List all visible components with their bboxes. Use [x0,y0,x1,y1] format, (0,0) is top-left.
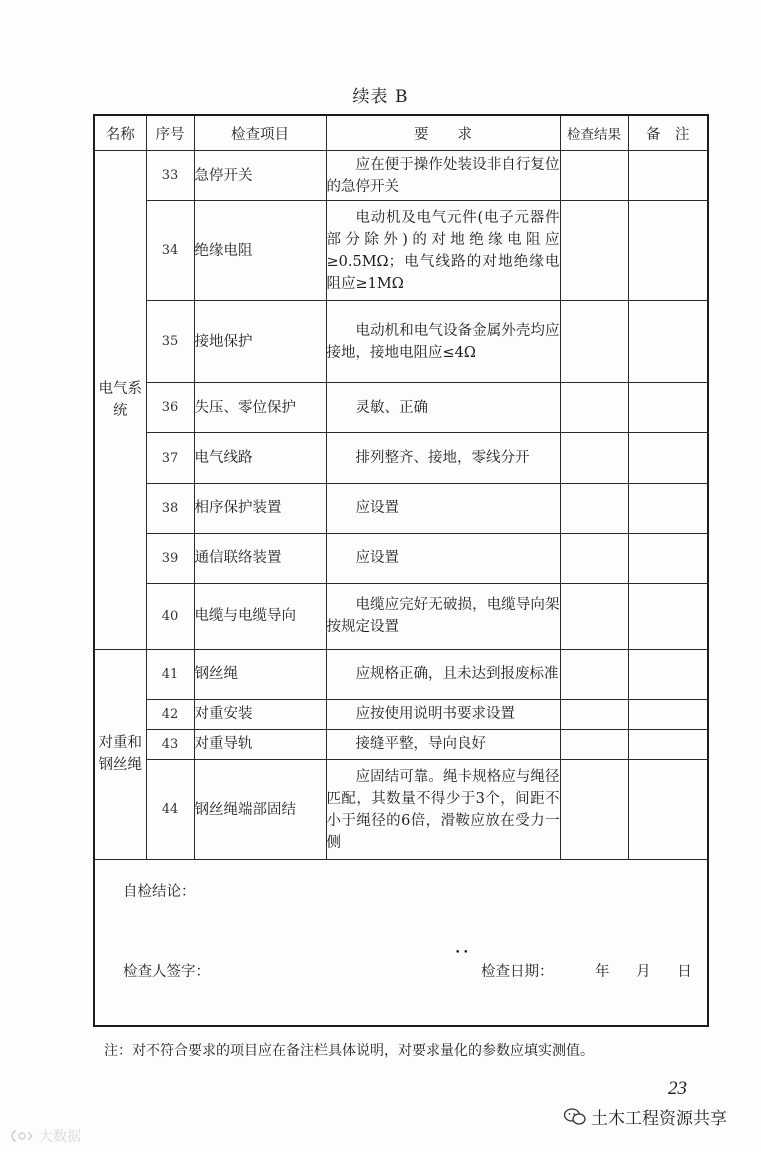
conclusion-area[interactable] [94,860,708,1026]
row-num: 37 [146,433,194,483]
page-number: 23 [668,1078,687,1099]
row-num: 44 [146,759,194,859]
result-cell[interactable] [560,649,628,699]
row-requirement: 应设置 [326,533,560,583]
row-item: 电缆与电缆导向 [194,583,326,649]
remark-cell[interactable] [628,383,708,433]
result-cell[interactable] [560,201,628,301]
footnote: 注：对不符合要求的项目应在备注栏具体说明，对要求量化的参数应填实测值。 [104,1043,594,1059]
header-row [94,115,708,151]
table-row [94,699,708,729]
table-row [94,729,708,759]
row-num: 41 [146,649,194,699]
result-cell[interactable] [560,583,628,649]
row-item: 对重安装 [194,699,326,729]
inspection-table [93,114,709,1027]
table-row [94,649,708,699]
row-item: 失压、零位保护 [194,383,326,433]
remark-cell[interactable] [628,301,708,383]
result-cell[interactable] [560,533,628,583]
row-item: 对重导轨 [194,729,326,759]
result-cell[interactable] [560,433,628,483]
remark-cell[interactable] [628,151,708,201]
row-item: 通信联络装置 [194,533,326,583]
row-num: 34 [146,201,194,301]
watermark-logo-icon [10,1129,36,1143]
watermark-right [563,1104,727,1129]
remark-cell[interactable] [628,699,708,729]
conclusion-label: 自检结论： [123,884,196,901]
row-requirement: 灵敏、正确 [326,383,560,433]
row-num: 42 [146,699,194,729]
row-requirement: 排列整齐、接地，零线分开 [326,433,560,483]
table-row [94,759,708,859]
row-item: 电气线路 [194,433,326,483]
table-row [94,383,708,433]
row-num: 35 [146,301,194,383]
remark-cell[interactable] [628,583,708,649]
wechat-icon [563,1108,587,1126]
header-name: 名称 [94,115,146,151]
table-row [94,301,708,383]
table-row [94,583,708,649]
row-requirement: 应按使用说明书要求设置 [326,699,560,729]
remark-cell[interactable] [628,759,708,859]
row-requirement: 应设置 [326,483,560,533]
remark-cell[interactable] [628,649,708,699]
table-title: 续表 B [352,87,409,107]
row-requirement: 接缝平整，导向良好 [326,729,560,759]
watermark-left [10,1126,81,1146]
header-result: 检查结果 [560,115,628,151]
watermark-left-text: 大数据 [39,1128,81,1144]
row-item: 急停开关 [194,151,326,201]
row-item: 绝缘电阻 [194,201,326,301]
remark-cell[interactable] [628,533,708,583]
row-item: 钢丝绳端部固结 [194,759,326,859]
table-row [94,151,708,201]
table-row [94,533,708,583]
row-requirement: 电动机和电气设备金属外壳均应接地，接地电阻应≤4Ω [326,301,560,383]
footer-row [94,860,708,1026]
result-cell[interactable] [560,301,628,383]
row-requirement: 电动机及电气元件(电子元器件部分除外)的对地绝缘电阻应≥0.5MΩ；电气线路的对地绝缘电阻应≥1MΩ [326,201,560,301]
result-cell[interactable] [560,759,628,859]
header-seq: 序号 [146,115,194,151]
remark-cell[interactable] [628,729,708,759]
watermark-right-text: 土木工程资源共享 [591,1109,727,1128]
remark-cell[interactable] [628,483,708,533]
row-requirement: 应在便于操作处装设非自行复位的急停开关 [326,151,560,201]
signature-label: 检查人签字： [123,964,210,981]
remark-cell[interactable] [628,433,708,483]
row-num: 43 [146,729,194,759]
date-label: 检查日期： [481,964,554,981]
row-requirement: 电缆应完好无破损，电缆导向架按规定设置 [326,583,560,649]
result-cell[interactable] [560,483,628,533]
result-cell[interactable] [560,729,628,759]
row-requirement: 应规格正确，且未达到报废标准 [326,649,560,699]
row-num: 38 [146,483,194,533]
decorative-dots: • • [455,948,469,959]
result-cell[interactable] [560,699,628,729]
row-requirement: 应固结可靠。绳卡规格应与绳径匹配，其数量不得少于3个，间距不小于绳径的6倍，滑鞍应放在受力一侧 [326,759,560,859]
group-counterweight: 对重和钢丝绳 [94,649,146,859]
header-item: 检查项目 [194,115,326,151]
table-row [94,433,708,483]
header-requirement: 要 求 [326,115,560,151]
remark-cell[interactable] [628,201,708,301]
result-cell[interactable] [560,151,628,201]
table-row [94,483,708,533]
result-cell[interactable] [560,383,628,433]
row-item: 钢丝绳 [194,649,326,699]
row-num: 40 [146,583,194,649]
header-remark: 备 注 [628,115,708,151]
table-row [94,201,708,301]
group-electrical: 电气系统 [94,151,146,650]
row-num: 36 [146,383,194,433]
date-units: 年 月 日 [595,964,692,981]
row-item: 相序保护装置 [194,483,326,533]
row-num: 33 [146,151,194,201]
row-num: 39 [146,533,194,583]
row-item: 接地保护 [194,301,326,383]
